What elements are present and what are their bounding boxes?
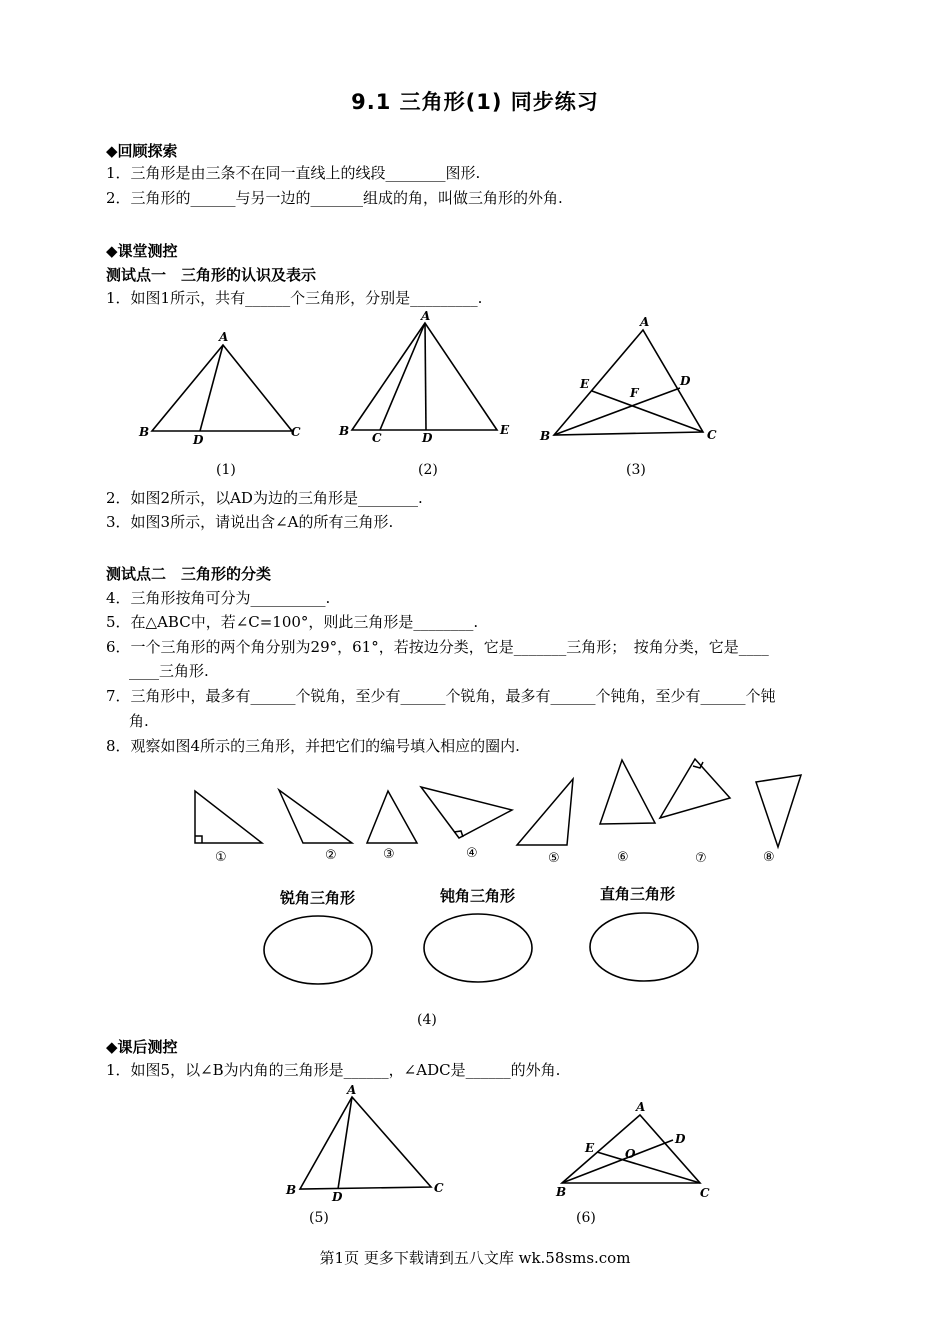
section-after-heading: ◆课后测控 — [106, 1038, 178, 1056]
classroom-question-8: 8．观察如图4所示的三角形，并把它们的编号填入相应的圈内. — [106, 737, 520, 755]
category-obtuse-label: 钝角三角形 — [440, 887, 516, 905]
fig5-label-a: A — [347, 1083, 357, 1097]
fig6-label-o: O — [625, 1147, 636, 1161]
shape-number-2: ② — [325, 848, 337, 863]
fig5-label-c: C — [434, 1181, 444, 1195]
test-point-1: 测试点一 三角形的认识及表示 — [106, 266, 317, 284]
fig3-label-d: D — [680, 374, 691, 388]
shape-number-1: ① — [215, 850, 227, 865]
classroom-question-3: 3．如图3所示，请说出含∠A的所有三角形. — [106, 513, 394, 531]
fig6-label-e: E — [585, 1141, 595, 1155]
fig1-caption: (1) — [216, 462, 236, 478]
shape-number-8: ⑧ — [763, 850, 775, 865]
classroom-question-4: 4．三角形按角可分为__________. — [106, 589, 331, 607]
fig1-label-d: D — [193, 433, 204, 447]
fig6-caption: (6) — [576, 1210, 596, 1226]
fig2-label-a: A — [421, 309, 431, 323]
fig6-label-c: C — [700, 1186, 710, 1200]
fig3-label-e: E — [580, 377, 590, 391]
fig3-label-c: C — [707, 428, 717, 442]
fig3-label-b: B — [540, 429, 551, 443]
fig6-label-b: B — [556, 1185, 567, 1199]
shape-number-3: ③ — [383, 847, 395, 862]
fig6-label-a: A — [636, 1100, 646, 1114]
review-question-1: 1．三角形是由三条不在同一直线上的线段________图形. — [106, 164, 481, 182]
fig5-label-d: D — [332, 1190, 343, 1204]
shape-number-6: ⑥ — [617, 850, 629, 865]
shape-number-4: ④ — [466, 846, 478, 861]
fig1-label-b: B — [139, 425, 150, 439]
section-review-heading: ◆回顾探索 — [106, 142, 178, 160]
category-acute-label: 锐角三角形 — [280, 889, 356, 907]
classroom-question-6-cont: ____三角形. — [129, 662, 209, 680]
fig2-label-b: B — [339, 424, 350, 438]
fig6-label-d: D — [675, 1132, 686, 1146]
review-question-2: 2．三角形的______与另一边的_______组成的角，叫做三角形的外角. — [106, 189, 563, 207]
fig5-caption: (5) — [309, 1210, 329, 1226]
fig2-label-e: E — [500, 423, 510, 437]
fig1-label-a: A — [219, 330, 229, 344]
fig2-label-c: C — [372, 431, 382, 445]
test-point-2: 测试点二 三角形的分类 — [106, 565, 272, 583]
shape-number-7: ⑦ — [695, 851, 707, 866]
after-question-1: 1．如图5，以∠B为内角的三角形是______，∠ADC是______的外角. — [106, 1061, 561, 1079]
page-title: 9.1 三角形(1) 同步练习 — [351, 90, 599, 114]
fig3-caption: (3) — [626, 462, 646, 478]
shape-number-5: ⑤ — [548, 851, 560, 866]
fig3-label-a: A — [640, 315, 650, 329]
page-footer: 第1页 更多下载请到五八文库 wk.58sms.com — [319, 1249, 631, 1267]
classroom-question-5: 5．在△ABC中，若∠C=100°，则此三角形是________. — [106, 613, 479, 631]
fig1-label-c: C — [291, 425, 301, 439]
classroom-question-2: 2．如图2所示，以AD为边的三角形是________. — [106, 489, 423, 507]
fig4-caption: (4) — [417, 1012, 437, 1028]
fig2-label-d: D — [422, 431, 433, 445]
fig3-label-f: F — [630, 386, 639, 400]
classroom-question-7: 7．三角形中，最多有______个锐角，至少有______个锐角，最多有______个钝角，至少有______个钝 — [106, 687, 776, 705]
classroom-question-6: 6．一个三角形的两个角分别为29°，61°，若按边分类，它是_______三角形； 按角分类，它是____ — [106, 638, 769, 656]
classroom-question-7-cont: 角. — [129, 712, 149, 730]
category-right-label: 直角三角形 — [600, 885, 676, 903]
fig2-caption: (2) — [418, 462, 438, 478]
section-classroom-heading: ◆课堂测控 — [106, 242, 178, 260]
fig5-label-b: B — [286, 1183, 297, 1197]
classroom-question-1: 1．如图1所示，共有______个三角形，分别是_________. — [106, 289, 483, 307]
